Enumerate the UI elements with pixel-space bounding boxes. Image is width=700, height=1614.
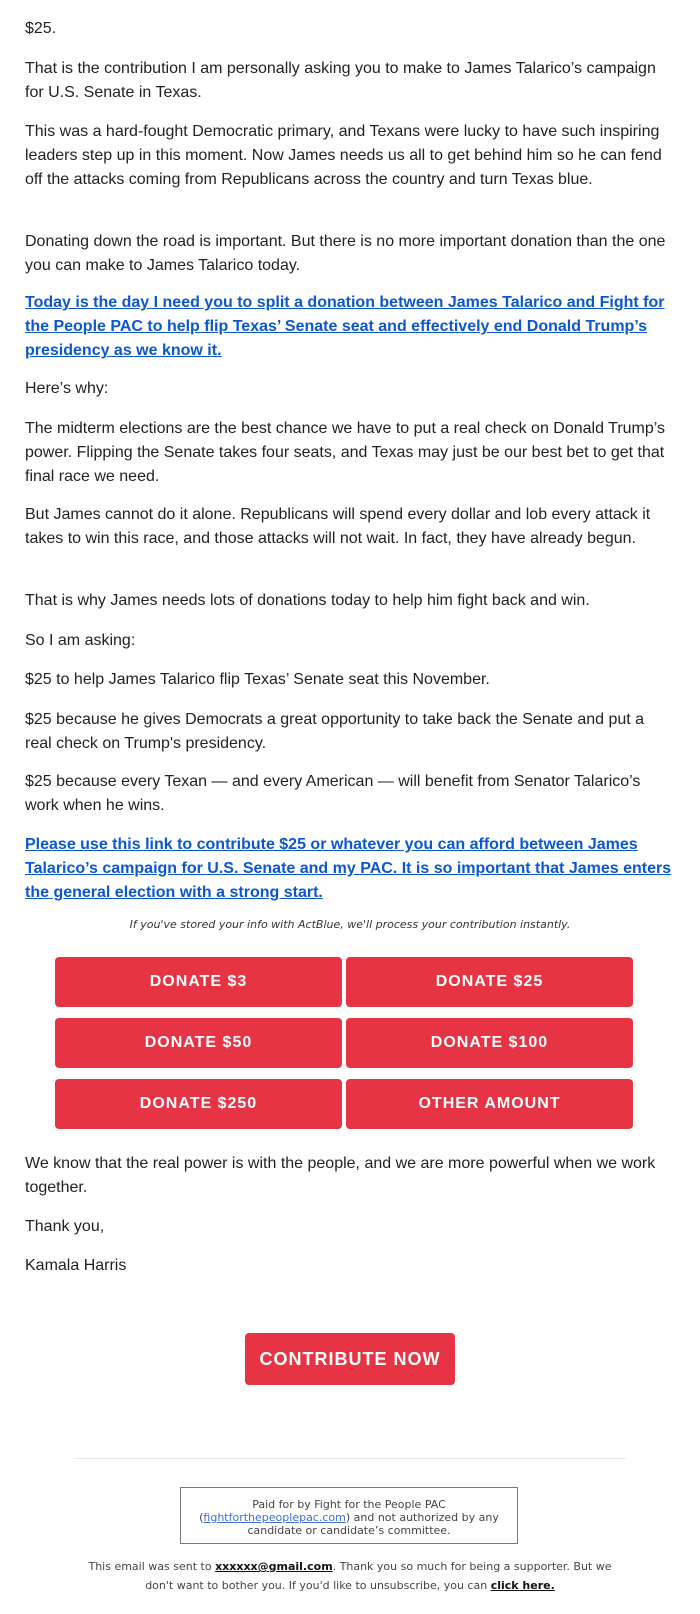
footer-middle: . Thank you so much for being a supporter. But we don't want to bother you. If you'd like to unsubscribe, you can xyxy=(145,1560,612,1592)
paragraph: But James cannot do it alone. Republicans will spend every dollar and lob every attack it takes to win this race, and those attacks will not wait. In fact, they have already begun. xyxy=(25,506,651,547)
footer-prefix: This email was sent to xyxy=(88,1560,216,1573)
donate-100-button[interactable]: DONATE $100 xyxy=(346,1018,633,1068)
paragraph: This was a hard-fought Democratic primary, and Texans were lucky to have such inspiring leaders step up in this moment. Now James needs us all to get behind him so he can fend off the attacks coming from Republicans across the country and turn Texas blue. xyxy=(25,123,662,188)
donate-25-button[interactable]: DONATE $25 xyxy=(346,957,633,1007)
other-amount-button[interactable]: OTHER AMOUNT xyxy=(346,1079,633,1129)
divider xyxy=(74,1458,626,1459)
paragraph: That is why James needs lots of donations today to help him fight back and win. xyxy=(25,592,590,609)
paragraph: We know that the real power is with the people, and we are more powerful when we work together. xyxy=(25,1155,656,1196)
actblue-note: If you've stored your info with ActBlue, we'll process your contribution instantly. xyxy=(129,918,571,931)
paragraph-link xyxy=(25,833,675,905)
footer-unsubscribe xyxy=(75,1557,625,1595)
donate-250-button[interactable]: DONATE $250 xyxy=(55,1079,342,1129)
paid-for-disclaimer xyxy=(180,1487,518,1544)
amount-heading: $25. xyxy=(25,20,57,37)
contribute-link[interactable]: Please use this link to contribute $25 or whatever you can afford between James Talarico’s campaign for U.S. Senate and my PAC. It is so important that James enters the general election with a strong start. xyxy=(25,836,672,901)
paragraph: $25 because he gives Democrats a great opportunity to take back the Senate and put a real check on Trump's presidency. xyxy=(25,711,645,752)
paragraph: Here’s why: xyxy=(25,380,109,397)
authorization-text: ) and not authorized by any xyxy=(345,1511,499,1524)
donate-3-button[interactable]: DONATE $3 xyxy=(55,957,342,1007)
paragraph: The midterm elections are the best chance we have to put a real check on Donald Trump’s power. Flipping the Senate takes four seats, and Texas may just be our best bet to get that final race we need. xyxy=(25,420,666,485)
pac-website-link[interactable]: fightforthepeoplepac.com xyxy=(203,1511,346,1524)
paragraph: Donating down the road is important. But there is no more important donation than the one you can make to James Talarico today. xyxy=(25,233,666,274)
recipient-email: xxxxxx@gmail.com xyxy=(215,1560,333,1573)
paragraph: That is the contribution I am personally asking you to make to James Talarico’s campaign for U.S. Senate in Texas. xyxy=(25,60,656,101)
signature: Kamala Harris xyxy=(25,1257,127,1274)
unsubscribe-link[interactable]: click here. xyxy=(490,1579,555,1592)
committee-line: candidate or candidate’s committee. xyxy=(247,1524,451,1537)
paragraph: $25 to help James Talarico flip Texas’ Senate seat this November. xyxy=(25,671,490,688)
paren: ( xyxy=(199,1511,204,1524)
contribute-now-button[interactable]: CONTRIBUTE NOW xyxy=(245,1333,455,1385)
paid-for-line: Paid for by Fight for the People PAC xyxy=(252,1498,446,1511)
closing: Thank you, xyxy=(25,1218,105,1235)
donate-link[interactable]: Today is the day I need you to split a donation between James Talarico and Fight for the People PAC to help flip Texas’ Senate seat and effectively end Donald Trump’s presidency as we know it. xyxy=(25,294,665,359)
paragraph: $25 because every Texan — and every American — will benefit from Senator Talarico’s work when he wins. xyxy=(25,773,641,814)
paid-for-authorization xyxy=(181,1511,517,1524)
donate-50-button[interactable]: DONATE $50 xyxy=(55,1018,342,1068)
paragraph-link xyxy=(25,291,675,363)
paragraph: So I am asking: xyxy=(25,632,136,649)
